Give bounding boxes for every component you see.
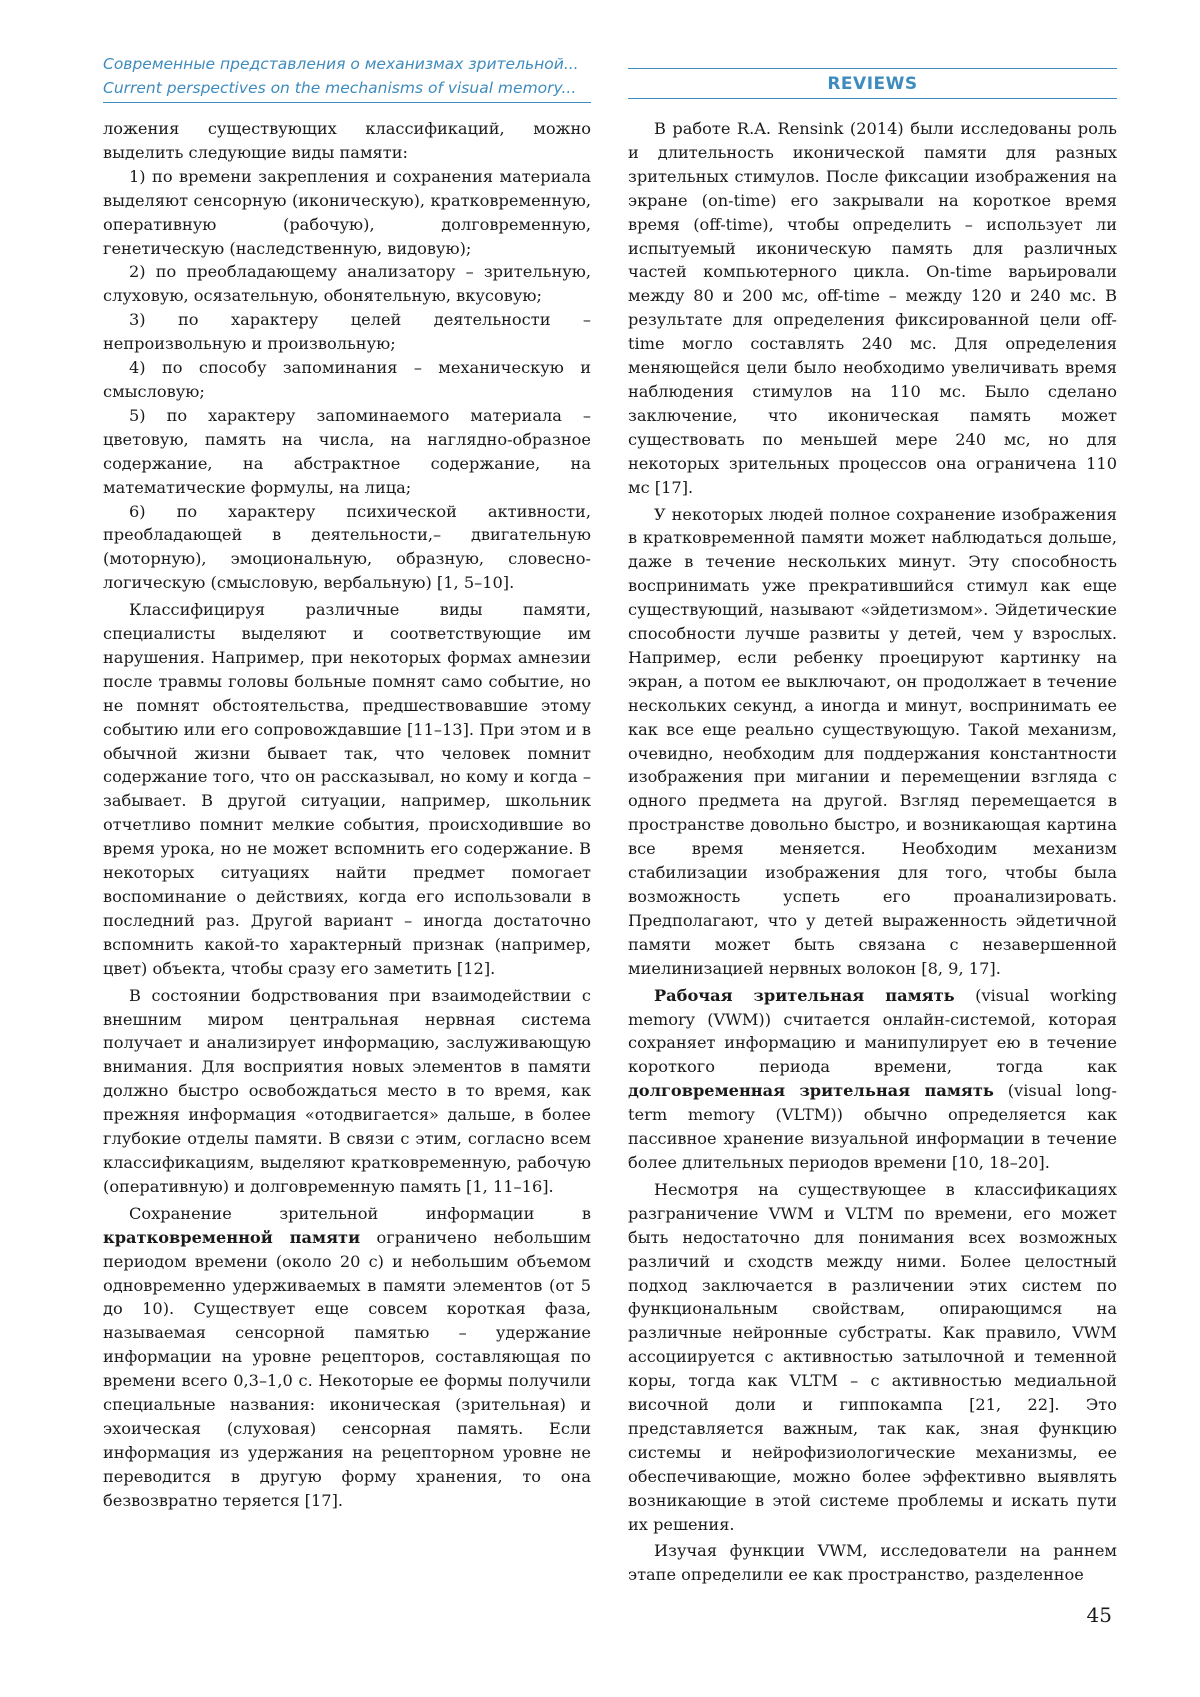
paragraph <box>103 1202 591 1513</box>
text-run: Сохранение зрительной информации в <box>129 1203 591 1223</box>
paragraph: Классифицируя различные виды памяти, специалисты выделяют и соответствующие им нарушения. Например, при некоторых формах амнезии после травмы головы больные помнят само событие, но не помнят обстоятельства, предшествовавшие этому событию или его сопровождавшие [11–13]. При этом и в обычной жизни бывает так, что человек помнит содержание того, что он рассказывал, но кому и когда – забывает. В другой ситуации, например, школьник отчетливо помнит мелкие события, происходившие во время урока, но не может вспомнить его содержание. В некоторых ситуациях найти предмет помогает воспоминание о действиях, когда его использовали в последний раз. Другой вариант – иногда достаточно вспомнить какой-то характерный признак (например, цвет) объекта, чтобы сразу его заметить [12]. <box>103 600 591 978</box>
list-item: 5) по характеру запоминаемого материала – цветовую, память на числа, на наглядно-образное содержание, на абстрактное содержание, на математические формулы, на лица; <box>103 405 591 497</box>
right-column <box>628 117 1117 1587</box>
list-item: 2) по преобладающему анализатору – зрительную, слуховую, осязательную, обонятельную, вкусовую; <box>103 262 591 306</box>
bold-term: Рабочая зрительная память <box>654 985 955 1005</box>
left-column <box>103 117 591 1513</box>
bold-term: кратковременной памяти <box>103 1227 361 1247</box>
text-run: ограничено небольшим периодом времени (около 20 с) и небольшим объемом одновременно удерживаемых в памяти элементов (от 5 до 10). Существует еще совсем короткая фаза, называемая сенсорной памятью – удержание информации на уровне рецепторов, составляющая по времени всего 0,3–1,0 с. Некоторые ее формы получили специальные названия: иконическая (зрительная) и эхоическая (слуховая) сенсорная память. Если информация из удержания на рецепторном уровне не переводится в другую форму хранения, то она безвозвратно теряется [17]. <box>103 1227 591 1510</box>
paragraph <box>628 984 1117 1175</box>
running-header-en: Current perspectives on the mechanisms of visual memory... <box>103 79 577 97</box>
running-header <box>103 52 591 103</box>
list-item: 3) по характеру целей деятельности – непроизвольную и произвольную; <box>103 310 591 354</box>
text-run: (visual long-term memory (VLTM)) обычно определяется как пассивное хранение визуальной информации в течение более длительных периодов времени [10, 18–20]. <box>628 1081 1117 1172</box>
bold-term: долговременная зрительная память <box>628 1081 994 1101</box>
list-item: 1) по времени закрепления и сохранения материала выделяют сенсорную (иконическую), кратковременную, оперативную (рабочую), долговременную, генетическую (наследственную, видовую); <box>103 166 591 258</box>
section-label: REVIEWS <box>628 68 1117 99</box>
paragraph: У некоторых людей полное сохранение изображения в кратковременной памяти может наблюдаться дольше, даже в течение нескольких минут. Эту способность воспринимать уже прекратившийся стимул как еще существующий, называют «эйдетизмом». Эйдетические способности лучше развиты у детей, чем у взрослых. Например, если ребенку проецируют картинку на экран, а потом ее выключают, он продолжает в течение нескольких секунд, а иногда и минут, воспринимать ее как все еще реально существующую. Такой механизм, очевидно, необходим для поддержания константности изображения при мигании и перемещении взгляда с одного предмета на другой. Взгляд перемещается в пространстве довольно быстро, и возникающая картина все время меняется. Необходим механизм стабилизации изображения для того, чтобы была возможность успеть его проанализировать. Предполагают, что у детей выраженность эйдетичной памяти может быть связана с незавершенной миелинизацией нервных волокон [8, 9, 17]. <box>628 504 1117 978</box>
paragraph: Изучая функции VWM, исследователи на раннем этапе определили ее как пространство, разделенное <box>628 1541 1117 1585</box>
paragraph: В состоянии бодрствования при взаимодействии с внешним миром центральная нервная система получает и анализирует информацию, заслуживающую внимания. Для восприятия новых элементов в памяти должно быстро освобождаться место в то время, как прежняя информация «отодвигается» дальше, в более глубокие отделы памяти. В связи с этим, согласно всем классификациям, выделяют кратковременную, рабочую (оперативную) и долговременную память [1, 11–16]. <box>103 985 591 1196</box>
text-run: (visual working memory (VWM)) считается онлайн-системой, которая сохраняет информацию и манипулирует ею в течение короткого периода времени, тогда как <box>628 985 1117 1077</box>
page-number: 45 <box>1086 1603 1112 1627</box>
paragraph: В работе R.A. Rensink (2014) были исследованы роль и длительность иконической памяти для разных зрительных стимулов. После фиксации изображения на экране (on-time) его закрывали на короткое время время (off-time), чтобы определить – использует ли испытуемый иконическую память для различных частей компьютерного цикла. On-time варьировали между 80 и 200 мс, off-time – между 120 и 240 мс. В результате для определения фиксированной цели off-time могло составлять 240 мс. Для определения меняющейся цели было необходимо увеличивать время наблюдения стимулов на 110 мс. Было сделано заключение, что иконическая память может существовать по меньшей мере 240 мс, но для некоторых зрительных процессов она ограничена 110 мс [17]. <box>628 119 1117 497</box>
running-header-ru: Современные представления о механизмах зрительной... <box>103 55 579 73</box>
list-item: 4) по способу запоминания – механическую и смысловую; <box>103 358 591 401</box>
paragraph: Несмотря на существующее в классификациях разграничение VWM и VLTM по времени, его может быть недостаточно для понимания всех возможных различий и сходств между ними. Более целостный подход заключается в различении этих систем по функциональным свойствам, опирающимся на различные нейронные субстраты. Как правило, VWM ассоциируется с активностью затылочной и теменной коры, тогда как VLTM – с активностью медиальной височной доли и гиппокампа [21, 22]. Это представляется важным, так как, зная функцию системы и нейрофизиологические механизмы, ее обеспечивающие, можно более эффективно выявлять возникающие в этой системе проблемы и искать пути их решения. <box>628 1179 1117 1534</box>
paragraph: ложения существующих классификаций, можно выделить следующие виды памяти: <box>103 119 591 162</box>
list-item: 6) по характеру психической активности, преобладающей в деятельности,– двигательную (моторную), эмоциональную, образную, словесно-логическую (смысловую, вербальную) [1, 5–10]. <box>103 501 591 593</box>
